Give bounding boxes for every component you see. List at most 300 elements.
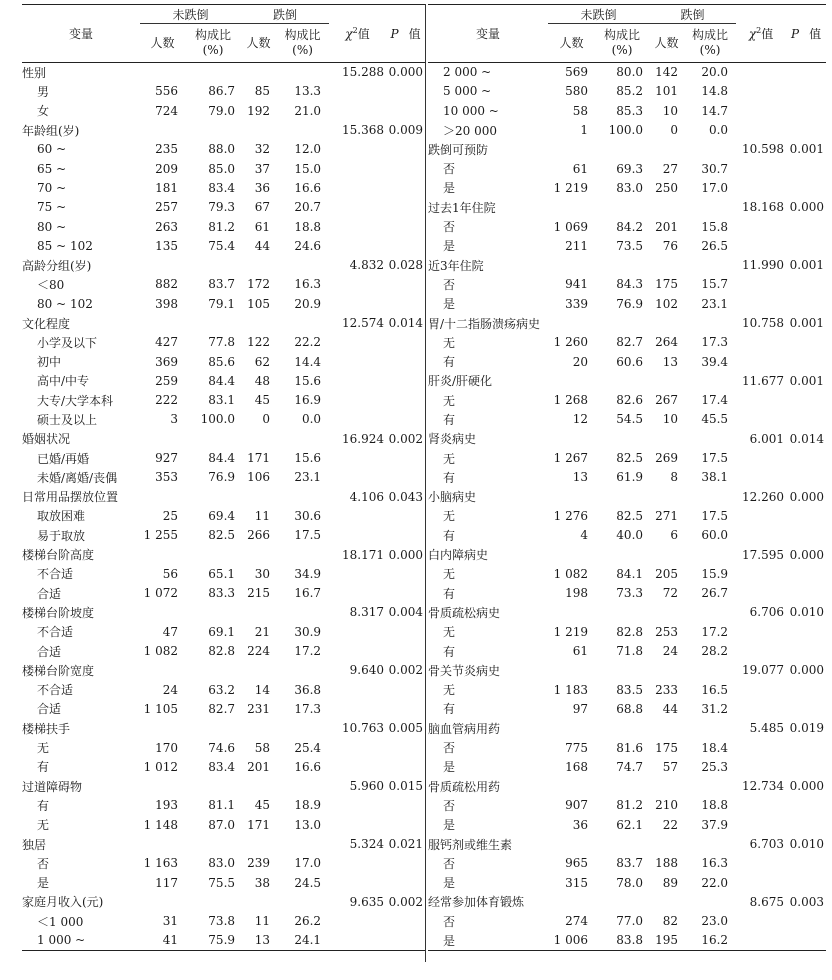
row-label: 是 bbox=[443, 933, 456, 948]
row-label: 楼梯台阶高度 bbox=[22, 548, 95, 563]
table-row bbox=[22, 854, 425, 873]
cell-p-value: 0.003 bbox=[789, 894, 825, 909]
cell-count-fall: 13 bbox=[254, 933, 271, 948]
table-row bbox=[428, 391, 826, 410]
cell-chi-square: 12.734 bbox=[742, 779, 785, 794]
cell-p-value bbox=[786, 120, 826, 139]
cell-ratio-not-fall: 69.3 bbox=[616, 161, 644, 176]
cell-count-not-fall: 1 012 bbox=[143, 759, 178, 774]
cell-count-fall: 10 bbox=[662, 412, 679, 427]
header-count-not-fall: 人数 bbox=[150, 35, 175, 50]
table-row bbox=[22, 63, 425, 82]
cell-count-fall: 36 bbox=[254, 180, 271, 195]
row-label: 70 ~ bbox=[37, 180, 67, 195]
cell-count-not-fall: 58 bbox=[572, 103, 588, 118]
cell-p-value bbox=[786, 873, 826, 892]
table-row bbox=[428, 217, 826, 236]
cell-ratio-not-fall: 81.2 bbox=[208, 219, 236, 234]
cell-chi-square bbox=[736, 391, 786, 410]
row-label: 大专/大学本科 bbox=[37, 393, 114, 408]
cell-ratio-fall: 0.0 bbox=[708, 123, 729, 138]
row-label: 骨关节炎病史 bbox=[428, 663, 501, 678]
cell-p-value: 0.001 bbox=[789, 142, 825, 157]
cell-ratio-fall bbox=[684, 429, 736, 448]
cell-chi-square: 6.001 bbox=[749, 431, 785, 446]
cell-count-not-fall bbox=[548, 603, 595, 622]
cell-count-fall: 67 bbox=[254, 200, 271, 215]
row-label: 骨质疏松用药 bbox=[428, 779, 501, 794]
cell-ratio-fall bbox=[276, 776, 329, 795]
cell-ratio-not-fall: 83.4 bbox=[208, 180, 236, 195]
cell-chi-square bbox=[329, 468, 386, 487]
table-row bbox=[428, 892, 826, 911]
cell-p-value bbox=[786, 217, 826, 236]
cell-ratio-not-fall: 82.6 bbox=[616, 393, 644, 408]
cell-chi-square bbox=[736, 680, 786, 699]
cell-count-fall: 231 bbox=[247, 701, 271, 716]
cell-ratio-not-fall: 76.9 bbox=[208, 470, 236, 485]
cell-ratio-fall bbox=[684, 487, 736, 506]
cell-count-fall bbox=[241, 545, 276, 564]
cell-chi-square bbox=[736, 931, 786, 950]
cell-p-value bbox=[786, 410, 826, 429]
cell-count-fall: 201 bbox=[655, 219, 679, 234]
cell-ratio-fall: 17.3 bbox=[294, 701, 322, 716]
cell-count-fall: 122 bbox=[247, 335, 271, 350]
cell-ratio-not-fall: 74.7 bbox=[616, 759, 644, 774]
cell-count-fall: 269 bbox=[655, 451, 679, 466]
cell-ratio-not-fall bbox=[185, 719, 241, 738]
cell-count-not-fall bbox=[548, 429, 595, 448]
cell-p-value bbox=[786, 275, 826, 294]
row-label: 无 bbox=[443, 625, 456, 640]
cell-count-not-fall bbox=[140, 603, 185, 622]
cell-count-not-fall: 259 bbox=[155, 373, 178, 388]
cell-chi-square bbox=[329, 410, 386, 429]
table-row bbox=[428, 178, 826, 197]
cell-p-value: 0.000 bbox=[789, 489, 825, 504]
cell-count-fall bbox=[649, 255, 684, 274]
cell-count-fall bbox=[241, 255, 276, 274]
cell-ratio-fall: 34.9 bbox=[294, 566, 322, 581]
cell-p-value bbox=[786, 815, 826, 834]
table-row bbox=[428, 661, 826, 680]
cell-count-not-fall: 12 bbox=[572, 412, 588, 427]
header-fall: 跌倒 bbox=[649, 5, 736, 24]
cell-count-not-fall: 339 bbox=[565, 296, 588, 311]
table-row bbox=[22, 468, 425, 487]
cell-ratio-not-fall: 79.3 bbox=[208, 200, 236, 215]
cell-chi-square bbox=[329, 912, 386, 931]
cell-count-fall: 45 bbox=[254, 393, 271, 408]
row-label: 跌倒可预防 bbox=[428, 142, 489, 157]
cell-ratio-fall: 25.3 bbox=[701, 759, 729, 774]
table-row bbox=[22, 564, 425, 583]
cell-count-fall: 215 bbox=[247, 586, 271, 601]
cell-chi-square bbox=[329, 101, 386, 120]
cell-p-value bbox=[786, 468, 826, 487]
cell-chi-square: 11.677 bbox=[742, 373, 785, 388]
row-label: 无 bbox=[443, 509, 456, 524]
cell-ratio-fall bbox=[276, 429, 329, 448]
cell-ratio-not-fall bbox=[185, 776, 241, 795]
cell-count-not-fall: 1 bbox=[580, 123, 588, 138]
row-label: 合适 bbox=[37, 702, 62, 717]
cell-count-not-fall: 927 bbox=[155, 451, 178, 466]
cell-ratio-fall: 30.6 bbox=[294, 508, 322, 523]
cell-p-value bbox=[386, 371, 425, 390]
cell-ratio-fall: 17.0 bbox=[701, 180, 729, 195]
cell-count-fall bbox=[649, 487, 684, 506]
cell-ratio-fall: 15.0 bbox=[294, 161, 322, 176]
cell-p-value bbox=[386, 236, 425, 255]
cell-p-value bbox=[386, 159, 425, 178]
cell-ratio-fall: 21.0 bbox=[294, 103, 322, 118]
cell-ratio-not-fall bbox=[595, 776, 649, 795]
cell-count-fall: 37 bbox=[254, 161, 271, 176]
cell-count-not-fall bbox=[548, 487, 595, 506]
cell-count-fall: 105 bbox=[247, 296, 271, 311]
cell-ratio-not-fall bbox=[595, 140, 649, 159]
table-row bbox=[22, 140, 425, 159]
cell-chi-square: 8.317 bbox=[349, 605, 385, 620]
cell-ratio-not-fall: 83.1 bbox=[208, 393, 236, 408]
cell-count-fall: 61 bbox=[254, 219, 271, 234]
cell-count-not-fall: 1 268 bbox=[553, 393, 588, 408]
cell-count-fall: 188 bbox=[655, 856, 679, 871]
cell-count-fall: 24 bbox=[662, 644, 679, 659]
cell-ratio-not-fall bbox=[595, 313, 649, 332]
table-row bbox=[22, 313, 425, 332]
cell-p-value bbox=[786, 912, 826, 931]
cell-ratio-fall: 23.1 bbox=[294, 470, 322, 485]
cell-count-fall: 266 bbox=[247, 528, 271, 543]
cell-ratio-not-fall: 63.2 bbox=[208, 682, 236, 697]
cell-count-not-fall: 3 bbox=[170, 412, 178, 427]
cell-count-fall: 32 bbox=[254, 142, 271, 157]
cell-count-not-fall: 211 bbox=[565, 238, 588, 253]
row-label: 合适 bbox=[37, 586, 62, 601]
table-row bbox=[22, 198, 425, 217]
cell-chi-square bbox=[329, 584, 386, 603]
table-body-right bbox=[428, 63, 826, 951]
cell-count-fall bbox=[241, 719, 276, 738]
table-row bbox=[428, 738, 826, 757]
cell-ratio-fall: 26.2 bbox=[294, 914, 322, 929]
cell-ratio-fall: 15.6 bbox=[294, 451, 322, 466]
cell-ratio-fall: 13.0 bbox=[294, 817, 322, 832]
table-row bbox=[22, 294, 425, 313]
row-label: 否 bbox=[443, 220, 456, 235]
cell-count-not-fall: 556 bbox=[155, 84, 178, 99]
cell-ratio-not-fall: 83.3 bbox=[208, 586, 236, 601]
cell-count-fall: 45 bbox=[254, 798, 271, 813]
cell-count-not-fall: 170 bbox=[155, 740, 178, 755]
table-row bbox=[22, 680, 425, 699]
table-row bbox=[22, 834, 425, 853]
cell-ratio-fall bbox=[684, 371, 736, 390]
cell-chi-square: 11.990 bbox=[742, 258, 785, 273]
table-row bbox=[428, 931, 826, 950]
cell-p-value bbox=[386, 699, 425, 718]
cell-count-not-fall: 369 bbox=[155, 354, 178, 369]
cell-ratio-fall: 17.5 bbox=[701, 508, 729, 523]
cell-p-value bbox=[386, 178, 425, 197]
cell-ratio-fall: 17.3 bbox=[701, 335, 729, 350]
cell-p-value bbox=[386, 796, 425, 815]
header-p-value: P 值 bbox=[390, 27, 421, 41]
row-label: ＜1 000 bbox=[37, 914, 84, 929]
row-label: 合适 bbox=[37, 644, 62, 659]
cell-ratio-fall bbox=[684, 892, 736, 911]
cell-ratio-not-fall: 79.1 bbox=[208, 296, 236, 311]
cell-chi-square bbox=[329, 82, 386, 101]
cell-ratio-not-fall: 83.0 bbox=[208, 856, 236, 871]
header-count-not-fall: 人数 bbox=[559, 35, 584, 50]
cell-chi-square: 5.324 bbox=[349, 837, 385, 852]
cell-chi-square bbox=[329, 815, 386, 834]
cell-count-not-fall: 36 bbox=[572, 817, 588, 832]
cell-ratio-not-fall bbox=[595, 892, 649, 911]
cell-count-fall: 250 bbox=[655, 180, 679, 195]
cell-count-fall: 48 bbox=[254, 373, 271, 388]
row-label: 否 bbox=[443, 914, 456, 929]
cell-ratio-fall: 14.4 bbox=[294, 354, 322, 369]
cell-chi-square: 6.703 bbox=[749, 837, 785, 852]
cell-p-value: 0.043 bbox=[388, 489, 424, 504]
table-row bbox=[428, 352, 826, 371]
cell-p-value bbox=[786, 82, 826, 101]
cell-count-not-fall: 97 bbox=[572, 701, 588, 716]
cell-chi-square bbox=[329, 448, 386, 467]
cell-count-not-fall: 1 082 bbox=[553, 566, 588, 581]
row-label: 有 bbox=[443, 702, 456, 717]
cell-chi-square: 10.598 bbox=[742, 142, 785, 157]
cell-ratio-fall: 25.4 bbox=[294, 740, 322, 755]
row-label: 年龄组(岁) bbox=[22, 123, 80, 138]
cell-ratio-fall: 23.1 bbox=[701, 296, 729, 311]
cell-count-not-fall: 263 bbox=[155, 219, 178, 234]
cell-ratio-fall bbox=[684, 140, 736, 159]
row-label: 肾炎病史 bbox=[428, 432, 477, 447]
cell-ratio-not-fall: 79.0 bbox=[208, 103, 236, 118]
cell-ratio-not-fall: 86.7 bbox=[208, 84, 236, 99]
cell-ratio-not-fall: 75.4 bbox=[208, 238, 236, 253]
cell-count-fall bbox=[649, 371, 684, 390]
table-row bbox=[22, 815, 425, 834]
header-not-fall: 未跌倒 bbox=[548, 5, 649, 24]
cell-p-value: 0.000 bbox=[789, 663, 825, 678]
cell-p-value: 0.021 bbox=[388, 837, 424, 852]
row-label: 过去1年住院 bbox=[428, 200, 496, 215]
row-label: 有 bbox=[443, 528, 456, 543]
cell-chi-square bbox=[736, 410, 786, 429]
cell-count-fall: 102 bbox=[655, 296, 679, 311]
cell-p-value bbox=[786, 526, 826, 545]
cell-p-value bbox=[386, 391, 425, 410]
cell-p-value bbox=[386, 622, 425, 641]
cell-chi-square bbox=[329, 198, 386, 217]
cell-ratio-not-fall: 83.5 bbox=[616, 682, 644, 697]
cell-ratio-fall: 15.8 bbox=[701, 219, 729, 234]
cell-count-fall: 22 bbox=[662, 817, 679, 832]
row-label: 肝炎/肝硬化 bbox=[428, 374, 493, 389]
table-row bbox=[22, 371, 425, 390]
cell-chi-square bbox=[329, 294, 386, 313]
cell-chi-square: 15.368 bbox=[342, 123, 385, 138]
header-p-value: P 值 bbox=[790, 27, 822, 41]
table-row bbox=[22, 622, 425, 641]
cell-ratio-not-fall: 82.5 bbox=[208, 528, 236, 543]
cell-count-not-fall: 353 bbox=[155, 470, 178, 485]
table-row bbox=[428, 275, 826, 294]
cell-ratio-fall: 16.5 bbox=[701, 682, 729, 697]
table-row bbox=[428, 603, 826, 622]
cell-chi-square bbox=[329, 391, 386, 410]
cell-ratio-fall: 22.0 bbox=[701, 875, 729, 890]
row-label: 高龄分组(岁) bbox=[22, 258, 92, 273]
row-label: 男 bbox=[37, 84, 50, 99]
cell-count-not-fall: 1 260 bbox=[553, 335, 588, 350]
header-not-fall: 未跌倒 bbox=[140, 5, 241, 24]
cell-ratio-fall: 31.2 bbox=[701, 701, 729, 716]
cell-count-not-fall: 31 bbox=[162, 914, 178, 929]
cell-count-fall bbox=[649, 198, 684, 217]
cell-ratio-not-fall bbox=[185, 429, 241, 448]
row-label: 婚姻状况 bbox=[22, 432, 71, 447]
cell-p-value: 0.015 bbox=[388, 779, 424, 794]
cell-chi-square bbox=[736, 641, 786, 660]
cell-count-fall: 14 bbox=[254, 682, 271, 697]
cell-count-not-fall: 4 bbox=[580, 528, 588, 543]
row-label: 有 bbox=[443, 644, 456, 659]
cell-ratio-fall: 20.9 bbox=[294, 296, 322, 311]
cell-ratio-not-fall: 61.9 bbox=[616, 470, 644, 485]
table-row bbox=[22, 236, 425, 255]
cell-chi-square bbox=[736, 294, 786, 313]
cell-ratio-fall: 17.5 bbox=[701, 451, 729, 466]
cell-count-not-fall: 117 bbox=[155, 875, 178, 890]
cell-chi-square: 4.832 bbox=[349, 258, 385, 273]
cell-count-not-fall: 1 148 bbox=[143, 817, 178, 832]
cell-count-fall bbox=[649, 429, 684, 448]
row-label: 不合适 bbox=[37, 567, 74, 582]
cell-p-value bbox=[386, 275, 425, 294]
cell-p-value bbox=[386, 82, 425, 101]
cell-chi-square bbox=[329, 371, 386, 390]
cell-p-value bbox=[386, 912, 425, 931]
cell-p-value bbox=[786, 178, 826, 197]
cell-ratio-not-fall bbox=[595, 371, 649, 390]
cell-p-value bbox=[386, 101, 425, 120]
row-label: 服钙剂或维生素 bbox=[428, 837, 513, 852]
cell-p-value bbox=[386, 526, 425, 545]
fall-factor-table-right bbox=[428, 4, 826, 951]
cell-ratio-fall: 16.3 bbox=[701, 856, 729, 871]
cell-ratio-not-fall: 54.5 bbox=[616, 412, 644, 427]
table-row bbox=[22, 912, 425, 931]
cell-ratio-not-fall: 73.3 bbox=[616, 586, 644, 601]
row-label: 未婚/离婚/丧偶 bbox=[37, 470, 118, 485]
cell-ratio-not-fall: 69.4 bbox=[208, 508, 236, 523]
cell-count-fall bbox=[241, 429, 276, 448]
row-label: 易于取放 bbox=[37, 528, 86, 543]
cell-ratio-fall: 15.9 bbox=[701, 566, 729, 581]
table-row bbox=[428, 506, 826, 525]
cell-p-value: 0.000 bbox=[789, 547, 825, 562]
cell-count-not-fall: 235 bbox=[155, 142, 178, 157]
cell-chi-square: 5.485 bbox=[749, 721, 785, 736]
cell-p-value bbox=[386, 333, 425, 352]
table-row bbox=[428, 545, 826, 564]
cell-ratio-not-fall: 74.6 bbox=[208, 740, 236, 755]
cell-p-value: 0.001 bbox=[789, 373, 825, 388]
cell-ratio-not-fall: 40.0 bbox=[616, 528, 644, 543]
row-label: 5 000 ~ bbox=[443, 84, 492, 99]
cell-ratio-fall: 18.8 bbox=[294, 219, 322, 234]
table-row bbox=[428, 680, 826, 699]
cell-ratio-fall bbox=[684, 719, 736, 738]
cell-chi-square bbox=[329, 178, 386, 197]
cell-count-fall: 72 bbox=[662, 586, 679, 601]
cell-ratio-not-fall bbox=[185, 834, 241, 853]
cell-chi-square: 5.960 bbox=[349, 779, 385, 794]
row-label: 文化程度 bbox=[22, 316, 71, 331]
cell-chi-square bbox=[736, 120, 786, 139]
cell-chi-square: 4.106 bbox=[349, 489, 385, 504]
table-row bbox=[428, 834, 826, 853]
row-label: 是 bbox=[443, 818, 456, 833]
cell-count-not-fall: 569 bbox=[565, 65, 588, 80]
row-label: 近3年住院 bbox=[428, 258, 484, 273]
cell-chi-square bbox=[736, 815, 786, 834]
cell-ratio-fall bbox=[684, 313, 736, 332]
cell-p-value: 0.005 bbox=[388, 721, 424, 736]
cell-count-not-fall bbox=[140, 892, 185, 911]
table-row bbox=[22, 873, 425, 892]
row-label: 高中/中专 bbox=[37, 374, 90, 389]
cell-count-fall bbox=[241, 63, 276, 82]
row-label: 日常用品摆放位置 bbox=[22, 490, 119, 505]
cell-ratio-not-fall bbox=[595, 661, 649, 680]
cell-chi-square: 9.635 bbox=[349, 894, 385, 909]
cell-ratio-fall: 15.6 bbox=[294, 373, 322, 388]
cell-chi-square bbox=[329, 796, 386, 815]
cell-count-fall: 195 bbox=[655, 933, 679, 948]
cell-p-value bbox=[386, 468, 425, 487]
table-row bbox=[22, 776, 425, 795]
cell-count-fall: 89 bbox=[662, 875, 679, 890]
cell-ratio-fall: 28.2 bbox=[701, 644, 729, 659]
row-label: 有 bbox=[443, 355, 456, 370]
cell-count-not-fall bbox=[140, 834, 185, 853]
cell-count-fall: 192 bbox=[247, 103, 271, 118]
row-label: 无 bbox=[443, 567, 456, 582]
row-label: 无 bbox=[443, 335, 456, 350]
cell-ratio-fall bbox=[276, 661, 329, 680]
cell-ratio-fall: 60.0 bbox=[701, 528, 729, 543]
cell-ratio-fall: 36.8 bbox=[294, 682, 322, 697]
cell-count-fall: 21 bbox=[254, 624, 271, 639]
cell-count-not-fall bbox=[548, 198, 595, 217]
cell-ratio-not-fall: 73.5 bbox=[616, 238, 644, 253]
cell-chi-square bbox=[736, 468, 786, 487]
cell-ratio-fall: 39.4 bbox=[701, 354, 729, 369]
cell-ratio-not-fall: 80.0 bbox=[616, 65, 644, 80]
cell-chi-square bbox=[736, 448, 786, 467]
cell-ratio-fall bbox=[276, 313, 329, 332]
cell-chi-square: 17.595 bbox=[742, 547, 785, 562]
